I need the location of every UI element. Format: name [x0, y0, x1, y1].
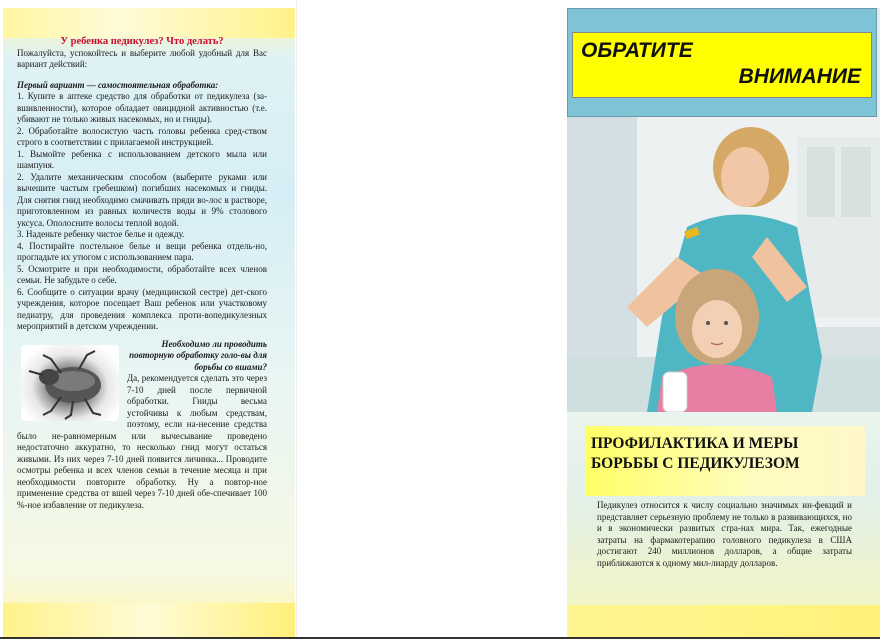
intro-text: Пожалуйста, успокойтесь и выберите любой удобный для Вас вариант действий: [17, 47, 267, 69]
left-title: У ребенка педикулез? Что делать? [60, 36, 224, 47]
right-bottom-band [567, 605, 880, 637]
prevention-section [567, 412, 880, 637]
step-item: 3. Наденьте ребенку чистое белье и одежду. [17, 229, 185, 239]
step-item: 2. Удалите механическим способом (выберите руками или вычешите частым гребешком) погибших насекомых и гниды. Для снятия гнид необходимо смачивать пряди во-лос в растворе, приготовленном из равных количеств воды и 9% столового уксуса. Ополосните волосы теплой водой. [17, 171, 267, 228]
step-item: 5. Осмотрите и при необходимости, обработайте всех членов семьи. Не забудьте о себе. [17, 263, 267, 285]
mother-daughter-photo [567, 117, 880, 412]
faq-answer: Да, рекомендуется сделать это через 7-10 дней после первичной обработки. Гниды весьма устойчивы к любым средствам, поэтому, если на-несение средства было не-равномерным или вычесывание проведено недостаточно аккуратно, то несколько гнид могут остаться живыми. Из них через 7-10 дней появится личинка... Проводите осмотры ребенка и всех членов семьи в течение месяца и при необходимости повторите обработку. Ну а повтор-ное применение средства от вшей через 7-10 дней обе-спечивает 100 %-ное избавление от педикулеза. [17, 373, 267, 510]
faq-block [17, 339, 267, 512]
step-item: 1. Вымойте ребенка с использованием детского мыла или шампуня. [17, 148, 267, 170]
step-item: 4. Постирайте постельное белье и вещи ребенка отдель-но, прогладьте их утюгом с использованием пара. [17, 240, 267, 262]
prevention-title: ПРОФИЛАКТИКА И МЕРЫ БОРЬБЫ С ПЕДИКУЛЕЗОМ [591, 435, 800, 472]
step-item: 2. Обработайте волосистую часть головы ребенка сред-ством строго в соответствии с прилагаемой инструкцией. [17, 125, 267, 147]
header-line-2: ВНИМАНИЕ [738, 65, 861, 88]
step-item: 1. Купите в аптеке средство для обработки от педикулеза (за-вшивленности), которое обладает овицидной активностью (т.е. убивают не только живых насекомых, но и гниды). [17, 91, 267, 124]
left-top-band [3, 8, 295, 38]
variant-heading: Первый вариант — самостоятельная обработка: [17, 79, 219, 90]
fold-line [296, 0, 297, 639]
attention-banner [572, 32, 872, 98]
attention-header [567, 8, 877, 117]
faq-question: Необходимо ли проводить повторную обработку голо-вы для борьбы со вшами? [129, 338, 267, 372]
header-line-1: ОБРАТИТЕ [581, 39, 693, 62]
left-bottom-band [3, 603, 295, 637]
prevention-text: Педикулез относится к числу социально значимых ин-фекций и представляет серьезную проблему не только в развивающихся, но и в экономически развитых стра-нах мира. Так, ежегодные затраты на фармакотерапию головного педикулеза в США достигают 240 миллионов долларов, а общие затраты приближаются к одному мил-лиарду долларов. [597, 500, 852, 568]
left-content [17, 36, 267, 511]
prevention-title-band [585, 426, 865, 496]
step-item: 6. Сообщите о ситуации врачу (медицинской сестре) дет-ского учреждения, которое посещает Ваш ребенок или участковому педиатру, для проведения комплекса проти-вопедикулезных мероприятий в детском учреждении. [17, 286, 267, 331]
louse-image [21, 345, 119, 421]
